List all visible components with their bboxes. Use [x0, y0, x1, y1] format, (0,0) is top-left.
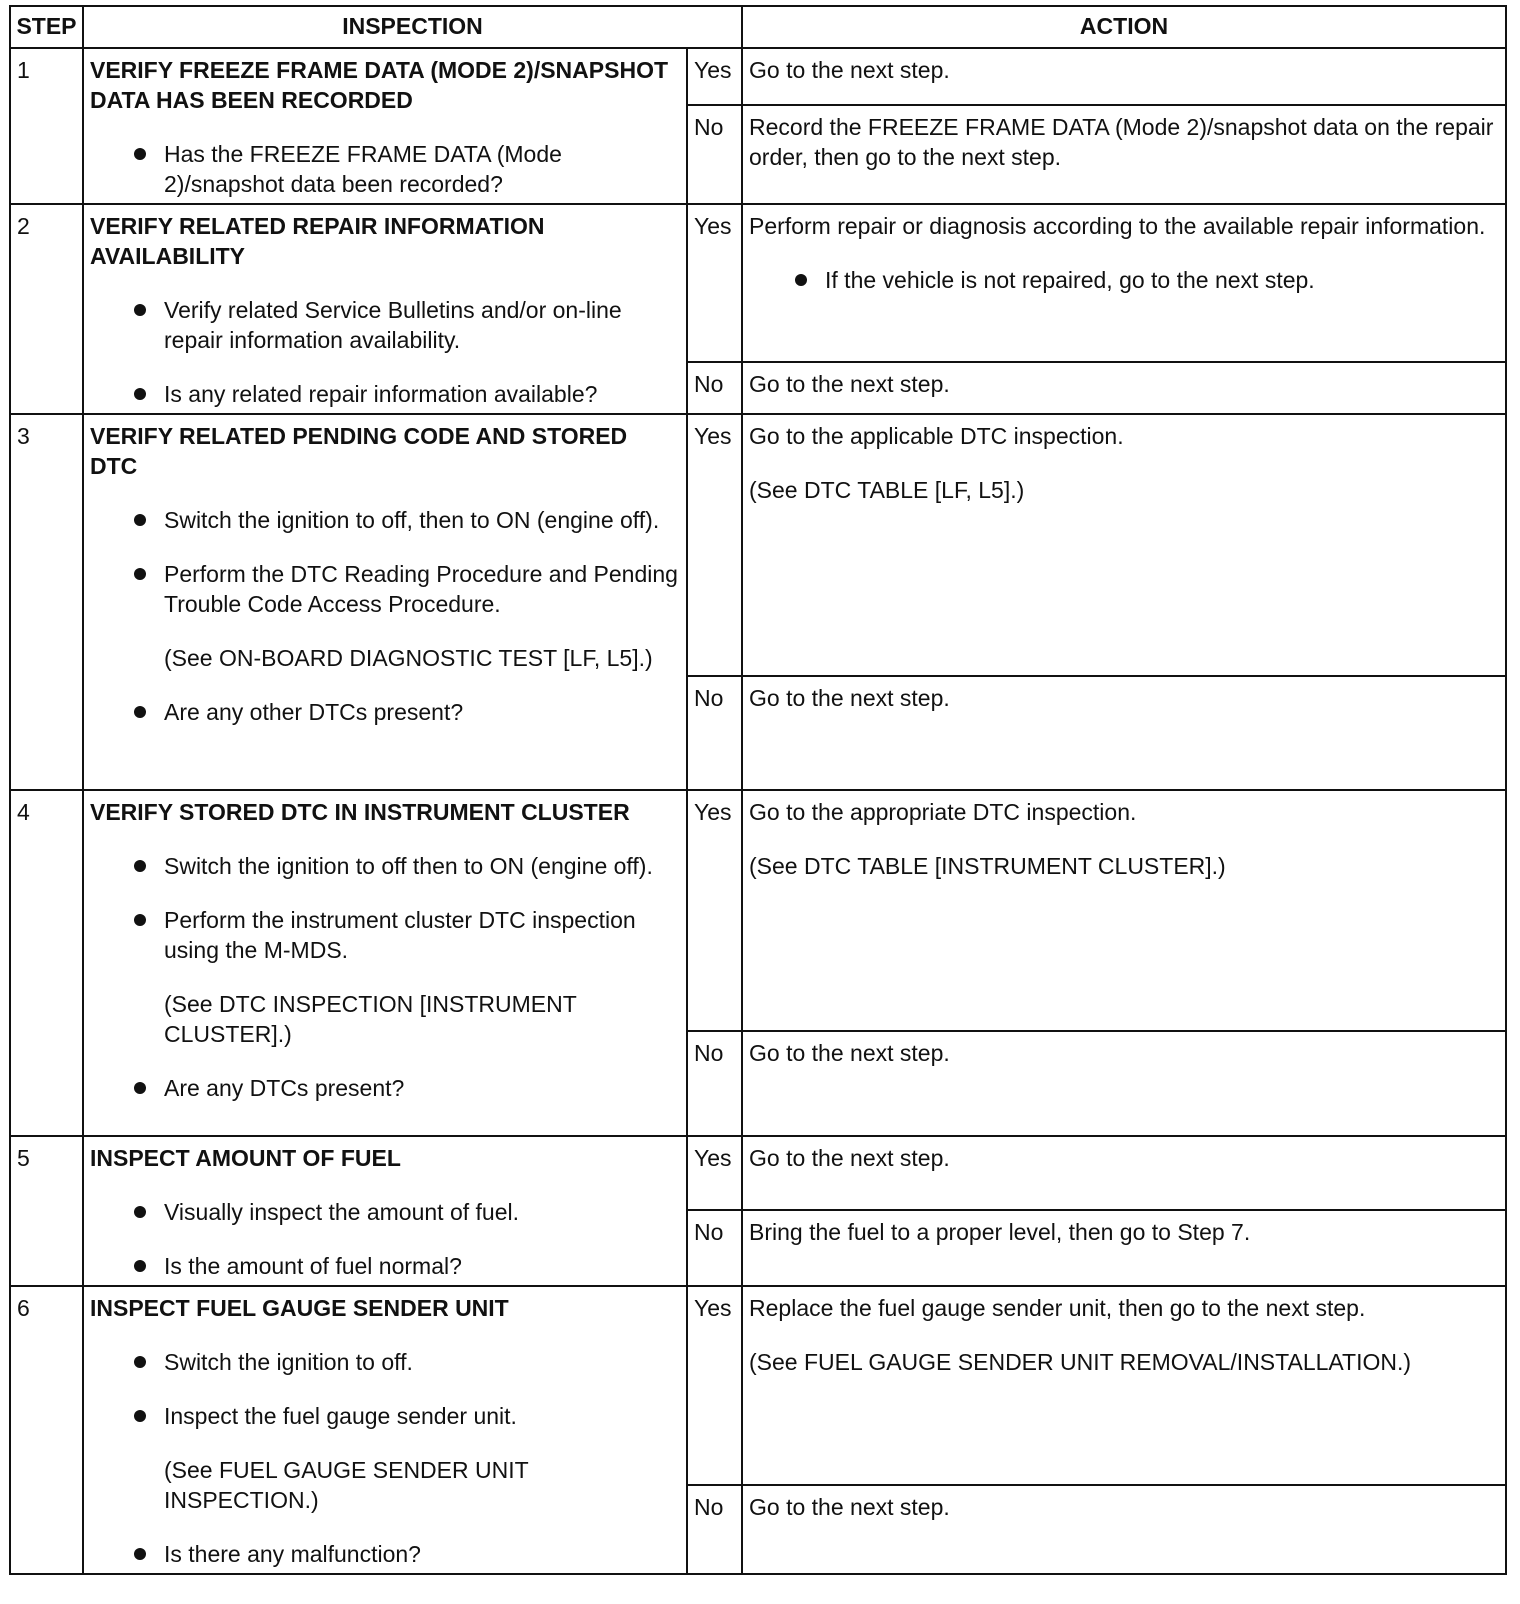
- inspection-item-text: Perform the instrument cluster DTC inspection using the M-MDS.: [164, 907, 636, 963]
- inspection-item: [90, 295, 680, 355]
- header-step: STEP: [10, 6, 83, 48]
- action-note: (See DTC TABLE [LF, L5].): [749, 477, 1025, 503]
- step-row-yes: [10, 1286, 1506, 1485]
- action-text: Go to the applicable DTC inspection.: [749, 423, 1124, 449]
- step-row-yes: [10, 204, 1506, 362]
- bullet-icon: [795, 274, 807, 286]
- inspection-item-text: Are any other DTCs present?: [164, 699, 464, 725]
- inspection-item-text: Is there any malfunction?: [164, 1541, 421, 1567]
- no-action: [742, 1485, 1506, 1574]
- inspection-item-text: Switch the ignition to off, then to ON (engine off).: [164, 507, 660, 533]
- action-text: Go to the next step.: [749, 1494, 950, 1521]
- yes-action: [742, 204, 1506, 362]
- inspection-title: INSPECT FUEL GAUGE SENDER UNIT: [90, 1295, 509, 1321]
- inspection-item-text: Switch the ignition to off.: [164, 1349, 413, 1375]
- step-number: 1: [10, 48, 83, 204]
- no-label: No: [687, 676, 742, 790]
- inspection-item-text: Is any related repair information available?: [164, 381, 598, 407]
- action-note: (See DTC TABLE [INSTRUMENT CLUSTER].): [749, 853, 1226, 879]
- inspection-item-text: Verify related Service Bulletins and/or on-line repair information availability.: [164, 297, 622, 353]
- step-row-yes: [10, 790, 1506, 1031]
- inspection-list: [90, 295, 680, 409]
- inspection-cell: [83, 1136, 687, 1286]
- inspection-note: (See DTC INSPECTION [INSTRUMENT CLUSTER].): [164, 991, 577, 1047]
- inspection-title: VERIFY RELATED PENDING CODE AND STORED DTC: [90, 423, 628, 479]
- bullet-icon: [134, 1260, 146, 1272]
- step-number: 3: [10, 414, 83, 790]
- action-text: Go to the appropriate DTC inspection.: [749, 799, 1137, 825]
- no-label: No: [687, 1031, 742, 1136]
- inspection-item: [90, 139, 680, 199]
- inspection-title: VERIFY RELATED REPAIR INFORMATION AVAILABILITY: [90, 213, 545, 269]
- inspection-note: (See ON-BOARD DIAGNOSTIC TEST [LF, L5].): [164, 645, 653, 671]
- inspection-list: [90, 1197, 680, 1281]
- no-action: [742, 1210, 1506, 1286]
- inspection-cell: [83, 414, 687, 790]
- diagnostic-procedure-table: [9, 5, 1507, 1575]
- action-text: Bring the fuel to a proper level, then go to Step 7.: [749, 1219, 1251, 1245]
- no-label: No: [687, 1485, 742, 1574]
- inspection-item: [90, 559, 680, 619]
- action-item-text: If the vehicle is not repaired, go to the next step.: [825, 267, 1315, 293]
- no-label: No: [687, 105, 742, 204]
- step-number: 6: [10, 1286, 83, 1574]
- yes-label: Yes: [687, 48, 742, 105]
- inspection-cell: [83, 204, 687, 414]
- action-text: Go to the next step.: [749, 685, 950, 711]
- inspection-item-text: Inspect the fuel gauge sender unit.: [164, 1403, 517, 1429]
- no-action: [742, 105, 1506, 204]
- inspection-item-text: Switch the ignition to off then to ON (engine off).: [164, 853, 653, 879]
- inspection-title: VERIFY STORED DTC IN INSTRUMENT CLUSTER: [90, 799, 630, 825]
- bullet-icon: [134, 1082, 146, 1094]
- no-label: No: [687, 1210, 742, 1286]
- bullet-icon: [134, 304, 146, 316]
- action-text: Go to the next step.: [749, 1040, 950, 1066]
- inspection-item-text: Are any DTCs present?: [164, 1075, 405, 1101]
- bullet-icon: [134, 514, 146, 526]
- bullet-icon: [134, 914, 146, 926]
- inspection-item: [90, 1197, 680, 1227]
- bullet-icon: [134, 706, 146, 718]
- action-text: Go to the next step.: [749, 57, 950, 83]
- header-inspection: INSPECTION: [83, 6, 742, 48]
- action-item: [749, 265, 1499, 295]
- yes-action: [742, 1286, 1506, 1485]
- action-text: Replace the fuel gauge sender unit, then go to the next step.: [749, 1295, 1366, 1321]
- inspection-item: [90, 379, 680, 409]
- inspection-cell: [83, 1286, 687, 1574]
- action-text: Go to the next step.: [749, 370, 950, 397]
- inspection-item: [90, 905, 680, 965]
- inspection-note: (See FUEL GAUGE SENDER UNIT INSPECTION.): [164, 1457, 529, 1513]
- inspection-item-text: Is the amount of fuel normal?: [164, 1253, 462, 1279]
- inspection-item: [90, 1251, 680, 1281]
- inspection-list: [90, 851, 680, 965]
- inspection-item-text: Perform the DTC Reading Procedure and Pending Trouble Code Access Procedure.: [164, 561, 678, 617]
- action-list: [749, 265, 1499, 295]
- yes-label: Yes: [687, 1136, 742, 1210]
- step-number: 2: [10, 204, 83, 414]
- inspection-item-text: Visually inspect the amount of fuel.: [164, 1199, 520, 1225]
- action-text: Go to the next step.: [749, 1145, 950, 1171]
- bullet-icon: [134, 568, 146, 580]
- inspection-cell: [83, 790, 687, 1136]
- action-text: Perform repair or diagnosis according to the available repair information.: [749, 213, 1486, 239]
- bullet-icon: [134, 860, 146, 872]
- bullet-icon: [134, 1548, 146, 1560]
- step-row-yes: [10, 414, 1506, 676]
- inspection-list: [90, 505, 680, 619]
- inspection-list: [90, 1347, 680, 1431]
- yes-label: Yes: [687, 414, 742, 676]
- yes-action: [742, 414, 1506, 676]
- inspection-list: [90, 1073, 680, 1103]
- no-action: [742, 362, 1506, 415]
- step-number: 4: [10, 790, 83, 1136]
- inspection-list: [90, 697, 680, 727]
- bullet-icon: [134, 1356, 146, 1368]
- bullet-icon: [134, 1206, 146, 1218]
- yes-label: Yes: [687, 790, 742, 1031]
- inspection-item: [90, 1401, 680, 1431]
- step-row-yes: [10, 48, 1506, 105]
- inspection-item: [90, 1073, 680, 1103]
- no-action: [742, 1031, 1506, 1136]
- diagnostic-table-wrapper: [9, 5, 1507, 1575]
- inspection-cell: [83, 48, 687, 204]
- inspection-list: [90, 139, 680, 199]
- no-action: [742, 676, 1506, 790]
- yes-action: [742, 790, 1506, 1031]
- bullet-icon: [134, 1410, 146, 1422]
- action-note: (See FUEL GAUGE SENDER UNIT REMOVAL/INSTALLATION.): [749, 1349, 1412, 1375]
- action-text: Record the FREEZE FRAME DATA (Mode 2)/snapshot data on the repair order, then go to the next step.: [749, 113, 1494, 170]
- step-row-yes: [10, 1136, 1506, 1210]
- inspection-item: [90, 851, 680, 881]
- inspection-title: VERIFY FREEZE FRAME DATA (MODE 2)/SNAPSHOT DATA HAS BEEN RECORDED: [90, 57, 669, 113]
- table-header-row: [10, 6, 1506, 48]
- step-number: 5: [10, 1136, 83, 1286]
- inspection-title: INSPECT AMOUNT OF FUEL: [90, 1145, 401, 1171]
- yes-action: [742, 48, 1506, 105]
- inspection-item: [90, 1347, 680, 1377]
- yes-label: Yes: [687, 1286, 742, 1485]
- inspection-item: [90, 1539, 680, 1569]
- header-action: ACTION: [742, 6, 1506, 48]
- bullet-icon: [134, 388, 146, 400]
- inspection-item: [90, 697, 680, 727]
- no-label: No: [687, 362, 742, 415]
- yes-action: [742, 1136, 1506, 1210]
- inspection-item-text: Has the FREEZE FRAME DATA (Mode 2)/snapshot data been recorded?: [164, 141, 562, 197]
- bullet-icon: [134, 148, 146, 160]
- inspection-item: [90, 505, 680, 535]
- inspection-list: [90, 1539, 680, 1569]
- yes-label: Yes: [687, 204, 742, 362]
